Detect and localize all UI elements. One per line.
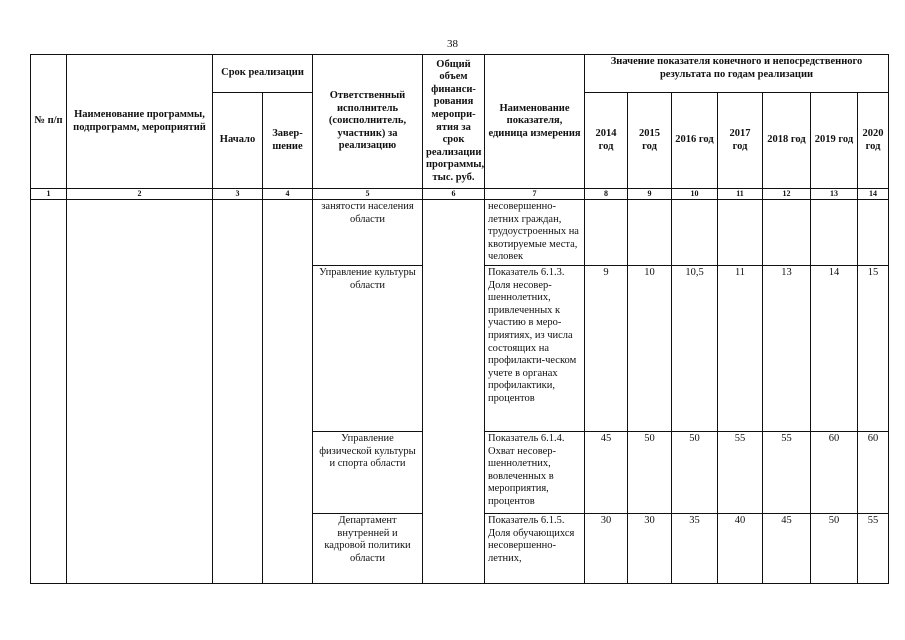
header-year: 2014 год [585,93,628,189]
cell-value: 50 [672,431,718,513]
column-index: 14 [858,189,889,200]
cell-value [718,200,763,266]
column-index: 5 [313,189,423,200]
cell-value: 60 [858,431,889,513]
column-index: 1 [31,189,67,200]
header-year: 2019 год [811,93,858,189]
cell-value [672,200,718,266]
header-end: Завер-шение [263,93,313,189]
cell-value [628,200,672,266]
cell-value: 55 [763,431,811,513]
cell-value: 45 [585,431,628,513]
table-row [31,200,889,266]
cell-value: 14 [811,265,858,431]
column-index: 6 [423,189,485,200]
cell-value [811,200,858,266]
column-index: 12 [763,189,811,200]
column-index: 8 [585,189,628,200]
cell-indicator: несовершенно-летних граждан, трудоустроенных на квотируемые места, человек [485,200,585,266]
header-executor: Ответственный исполнитель (соисполнитель, участник) за реализацию [313,55,423,189]
column-index: 10 [672,189,718,200]
cell-value: 40 [718,513,763,583]
column-index: 13 [811,189,858,200]
cell-num [31,200,67,584]
header-term: Срок реализации [213,55,313,93]
cell-indicator: Показатель 6.1.3. Доля несовер-шеннолетних, привлеченных к участию в меро-приятиях, из числа состоящих на профилакти-ческом учете в органах профилактики, процентов [485,265,585,431]
column-index-row [31,189,889,200]
header-name: Наименование программы, подпрограмм, мероприятий [67,55,213,189]
cell-value: 30 [628,513,672,583]
cell-value: 15 [858,265,889,431]
header-year: 2017 год [718,93,763,189]
cell-value: 10,5 [672,265,718,431]
header-indicator: Наименование показателя, единица измерения [485,55,585,189]
cell-value: 50 [628,431,672,513]
header-year: 2015 год [628,93,672,189]
column-index: 11 [718,189,763,200]
cell-name [67,200,213,584]
cell-value [858,200,889,266]
cell-value: 9 [585,265,628,431]
cell-indicator: Показатель 6.1.4. Охват несовер-шеннолетних, вовлеченных в мероприятия, процентов [485,431,585,513]
cell-value: 55 [858,513,889,583]
column-index: 4 [263,189,313,200]
cell-value [763,200,811,266]
cell-executor: Управление физической культуры и спорта области [313,431,423,513]
cell-value: 45 [763,513,811,583]
header-values-group: Значение показателя конечного и непосредственного результата по годам реализации [585,55,889,93]
header-finance: Общий объем финанси-рования меропри-ятия за срок реализации программы, тыс. руб. [423,55,485,189]
header-start: Начало [213,93,263,189]
column-index: 2 [67,189,213,200]
header-year: 2016 год [672,93,718,189]
header-num: № п/п [31,55,67,189]
indicator-table [30,54,889,584]
cell-executor: занятости населения области [313,200,423,266]
header-year: 2018 год [763,93,811,189]
column-index: 9 [628,189,672,200]
cell-executor: Управление культуры области [313,265,423,431]
header-year: 2020 год [858,93,889,189]
cell-indicator: Показатель 6.1.5. Доля обучающихся несовершенно-летних, [485,513,585,583]
cell-value: 35 [672,513,718,583]
column-index: 7 [485,189,585,200]
cell-executor: Департамент внутренней и кадровой политики области [313,513,423,583]
column-index: 3 [213,189,263,200]
cell-value: 11 [718,265,763,431]
cell-value [585,200,628,266]
cell-finance [423,200,485,584]
cell-value: 55 [718,431,763,513]
cell-value: 10 [628,265,672,431]
cell-start [213,200,263,584]
cell-value: 30 [585,513,628,583]
cell-value: 60 [811,431,858,513]
page-number: 38 [447,38,458,50]
cell-end [263,200,313,584]
cell-value: 50 [811,513,858,583]
cell-value: 13 [763,265,811,431]
